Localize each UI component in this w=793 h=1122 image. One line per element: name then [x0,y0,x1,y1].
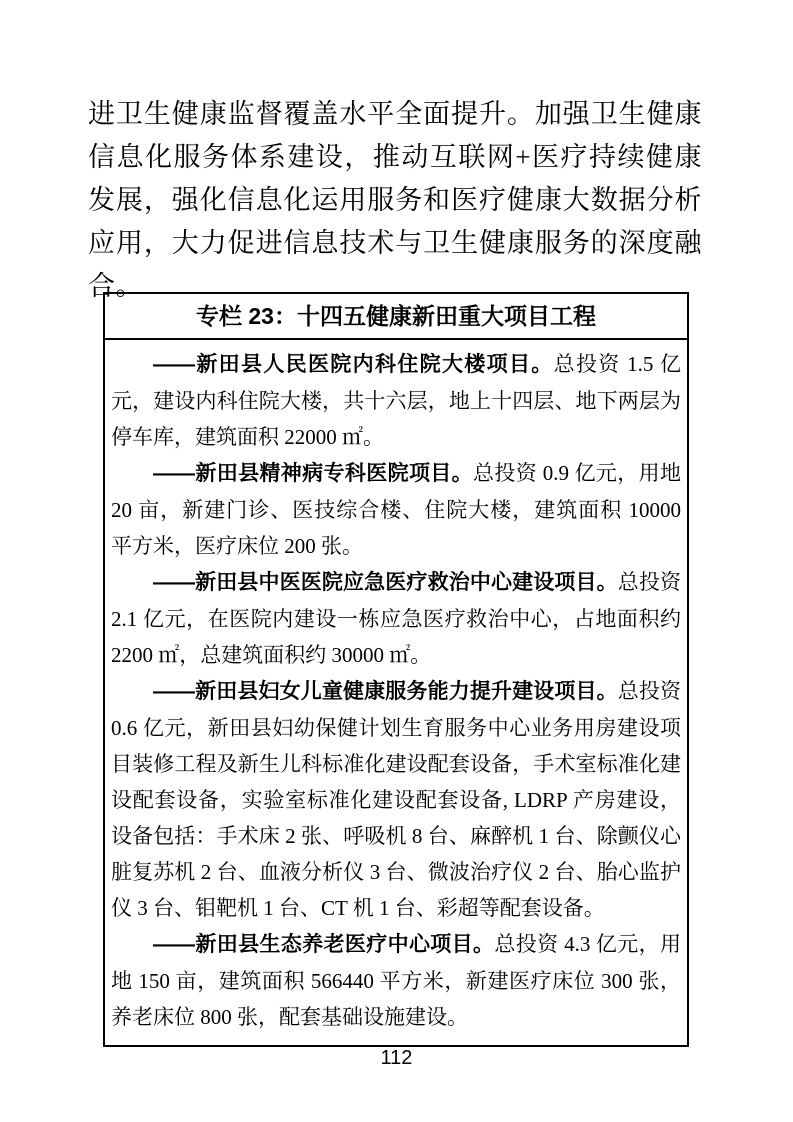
project-item-heading: ——新田县妇女儿童健康服务能力提升建设项目。 [153,680,618,703]
project-item [111,564,681,673]
intro-paragraph: 进卫生健康监督覆盖水平全面提升。加强卫生健康信息化服务体系建设，推动互联网+医疗持续健康发展，强化信息化运用服务和医疗健康大数据分析应用，大力促进信息技术与卫生健康服务的深度融合。 [88,99,702,301]
project-item-body: 总投资 1.5 亿元，建设内科住院大楼，共十六层，地上十四层、地下两层为停车库，建筑面积 22000 ㎡。 [111,352,682,449]
project-item-body: 总投资 4.3 亿元，用地 150 亩，建筑面积 566440 平方米，新建医疗床位 300 张，养老床位 800 张，配套基础设施建设。 [111,932,682,1029]
project-item-body: 总投资 0.6 亿元，新田县妇幼保健计划生育服务中心业务用房建设项目装修工程及新生儿科标准化建设配套设备，手术室标准化建设配套设备，实验室标准化建设配套设备, LDRP 产房建设，设备包括：手术床 2 张、呼吸机 8 台、麻醉机 1 台、除颤仪心脏复苏机 2 台、血液分析仪 3 台、微波治疗仪 2 台、胎心监护仪 3 台、钼靶机 1 台、CT 机 1 台、彩超等配套设备。 [111,679,682,920]
project-item-body: 总投资 2.1 亿元，在医院内建设一栋应急医疗救治中心，占地面积约 2200 ㎡，总建筑面积约 30000 ㎡。 [111,570,682,667]
project-item-heading: ——新田县生态养老医疗中心项目。 [153,933,495,956]
project-panel [103,292,689,1047]
panel-list [105,340,687,1045]
project-item-heading: ——新田县中医医院应急医疗救治中心建设项目。 [153,571,618,594]
project-item-heading: ——新田县精神病专科医院项目。 [153,462,474,485]
project-item-body: 总投资 0.9 亿元，用地 20 亩，新建门诊、医技综合楼、住院大楼，建筑面积 10000 平方米，医疗床位 200 张。 [111,461,682,558]
project-item-heading: ——新田县人民医院内科住院大楼项目。 [153,353,554,376]
panel-title: 专栏 23：十四五健康新田重大项目工程 [105,294,687,340]
page-number: 112 [380,1047,413,1069]
project-item [111,673,681,926]
project-item [111,926,681,1035]
project-item [111,455,681,564]
project-item [111,346,681,455]
